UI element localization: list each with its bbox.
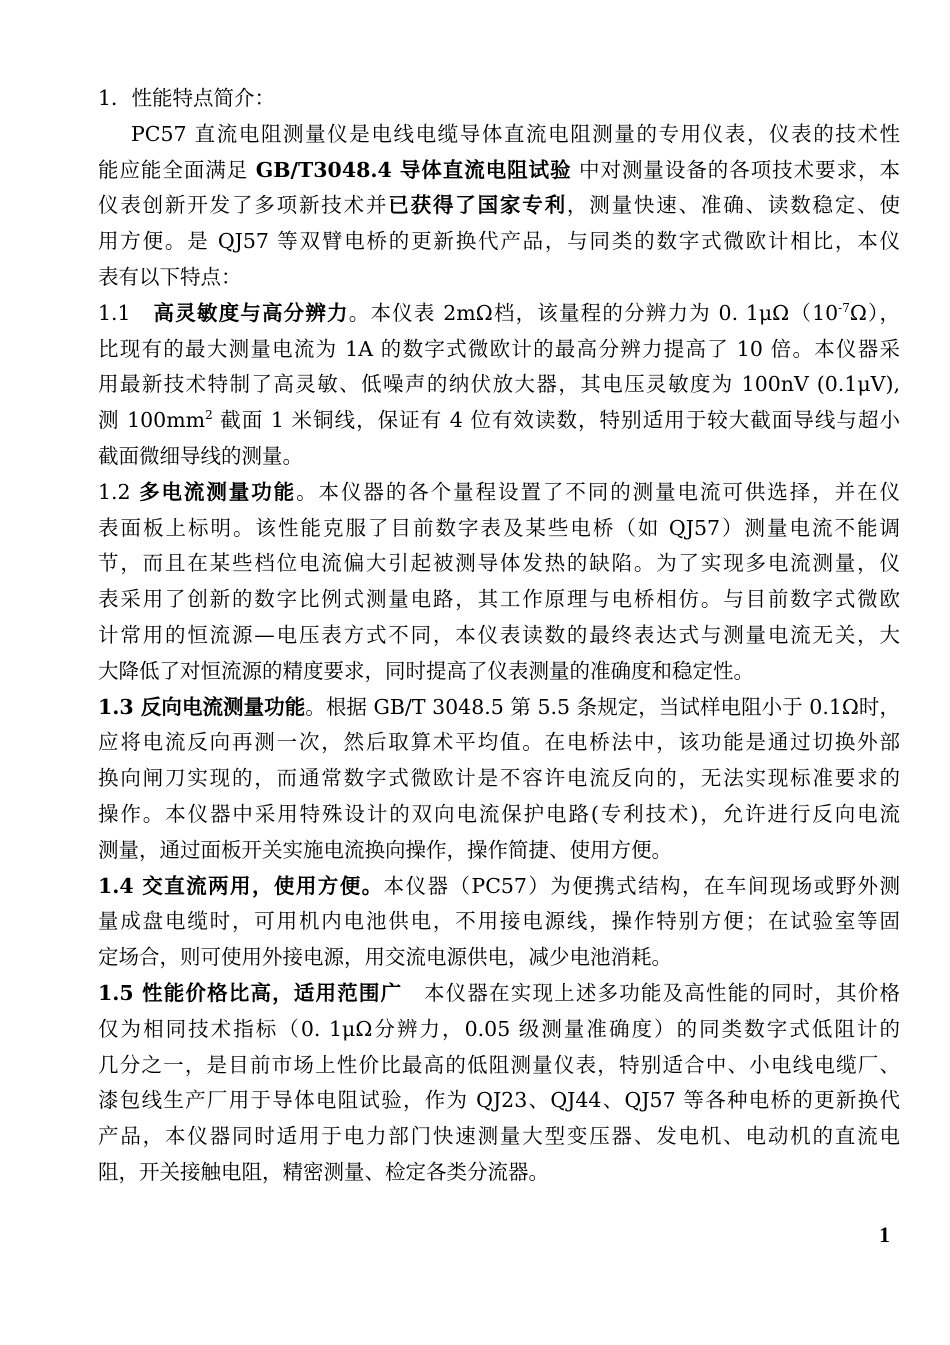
intro-line [98,153,900,189]
heading-text: 1．性能特点简介： [98,86,276,110]
section-1-2-line [98,654,900,690]
text: 产品，本仪器同时适用于电力部门快速测量大型变压器、发电机、电动机的直流电 [98,1124,900,1149]
section-1-3-line [98,761,900,797]
section-1-2-line [98,582,900,618]
document-body [98,81,900,1191]
text: 中对测量设备的各项技术要求，本 [571,157,900,182]
section-number: 1.3 [98,694,141,719]
section-1-2-line [98,618,900,654]
text: 本仪器在实现上述多功能及高性能的同时，其价格 [402,980,900,1005]
section-1-4-line [98,940,900,976]
text: PC57 直流电阻测量仪是电线电缆导体直流电阻测量的专用仪表，仪表的技术性 [131,121,900,146]
section-1-1-line [98,296,900,332]
text: 截面 1 米铜线，保证有 4 位有效读数，特别适用于较大截面导线与超小 [212,408,900,433]
section-1-5-line [98,1012,900,1048]
text: 定场合，则可使用外接电源，用交流电源供电，减少电池消耗。 [98,945,672,970]
section-1-5-line [98,1119,900,1155]
text: 换向闸刀实现的，而通常数字式微欧计是不容许电流反向的，无法实现标准要求的 [98,766,900,791]
section-number: 1.5 [98,980,142,1005]
section-1-3-line [98,797,900,833]
section-1-3-line [98,833,900,869]
text: 表采用了创新的数字比例式测量电路，其工作原理与电桥相仿。与目前数字式微欧 [98,587,900,612]
text: 截面微细导线的测量。 [98,443,303,468]
text: 节，而且在某些档位电流偏大引起被测导体发热的缺陷。为了实现多电流测量，仪 [98,551,900,576]
section-title: 反向电流测量功能 [140,694,306,719]
section-1-5-line [98,1083,900,1119]
text: ，测量快速、准确、读数稳定、使 [566,193,901,218]
section-heading [98,81,900,117]
patent-emphasis: 已获得了国家专利 [388,193,567,218]
section-1-1-line [98,403,900,439]
text: 能应能全面满足 [98,157,256,182]
text: 几分之一，是目前市场上性价比最高的低阻测量仪表，特别适合中、小电线电缆厂、 [98,1052,900,1077]
text: 阻，开关接触电阻，精密测量、检定各类分流器。 [98,1159,549,1184]
intro-line [98,260,900,296]
section-1-2-line [98,546,900,582]
section-1-2-line [98,475,900,511]
section-title: 多电流测量功能 [139,479,297,504]
section-1-5-line [98,976,900,1012]
section-1-4-line [98,904,900,940]
text: 量成盘电缆时，可用机内电池供电，不用接电源线，操作特别方便；在试验室等固 [98,909,900,934]
intro-line [98,224,900,260]
text: 测 100mm [98,408,206,433]
text: 表面板上标明。该性能克服了目前数字表及某些电桥（如 QJ57）测量电流不能调 [98,515,900,540]
section-1-5-line [98,1048,900,1084]
text: 大降低了对恒流源的精度要求，同时提高了仪表测量的准确度和稳定性。 [98,658,754,683]
text: 用最新技术特制了高灵敏、低噪声的纳伏放大器，其电压灵敏度为 100nV (0.1μV), [98,372,900,397]
text: 测量，通过面板开关实施电流换向操作，操作简捷、使用方便。 [98,837,672,862]
section-1-4-line [98,869,900,905]
superscript: -7 [838,300,850,315]
section-number: 1.2 [98,479,140,504]
section-1-1-line [98,439,900,475]
text: 操作。本仪器中采用特殊设计的双向电流保护电路(专利技术)，允许进行反向电流 [98,801,900,826]
text: 。本仪表 2mΩ档，该量程的分辨力为 0. 1μΩ（10 [348,300,839,325]
text: 用方便。是 QJ57 等双臂电桥的更新换代产品，与同类的数字式微欧计相比，本仪 [98,229,900,254]
text: 漆包线生产厂用于导体电阻试验，作为 QJ23、QJ44、QJ57 等各种电桥的更新换代 [98,1088,900,1113]
text: 仪表创新开发了多项新技术并 [98,193,389,218]
text: 应将电流反向再测一次，然后取算术平均值。在电桥法中，该功能是通过切换外部 [98,730,900,755]
section-1-5-line [98,1155,900,1191]
section-title: 高灵敏度与高分辨力 [153,300,349,325]
section-number: 1.1 [98,300,154,325]
text: 计常用的恒流源—电压表方式不同，本仪表读数的最终表达式与测量电流无关，大 [98,622,900,647]
text: 。本仪器的各个量程设置了不同的测量电流可供选择，并在仪 [296,479,900,504]
intro-line [98,117,900,153]
intro-line [98,188,900,224]
standard-ref: GB/T3048.4 导体直流电阻试验 [255,157,572,182]
section-title: 性能价格比高，适用范围广 [142,980,403,1005]
text: 仅为相同技术指标（0. 1μΩ分辨力，0.05 级测量准确度）的同类数字式低阻计的 [98,1016,900,1041]
section-1-3-line [98,725,900,761]
section-number: 1.4 [98,873,143,898]
text: 比现有的最大测量电流为 1A 的数字式微欧计的最高分辨力提高了 10 倍。本仪器采 [98,336,900,361]
page-number: 1 [879,1222,890,1247]
text: 。根据 GB/T 3048.5 第 5.5 条规定，当试样电阻小于 0.1Ω时， [305,694,900,719]
section-1-2-line [98,511,900,547]
text: 表有以下特点： [98,264,242,289]
superscript: 2 [205,408,213,423]
section-title: 交直流两用，使用方便。 [142,873,384,898]
text: 本仪器（PC57）为便携式结构，在车间现场或野外测 [383,873,900,898]
text: Ω）， [849,300,900,325]
section-1-1-line [98,367,900,403]
section-1-1-line [98,332,900,368]
section-1-3-line [98,690,900,726]
